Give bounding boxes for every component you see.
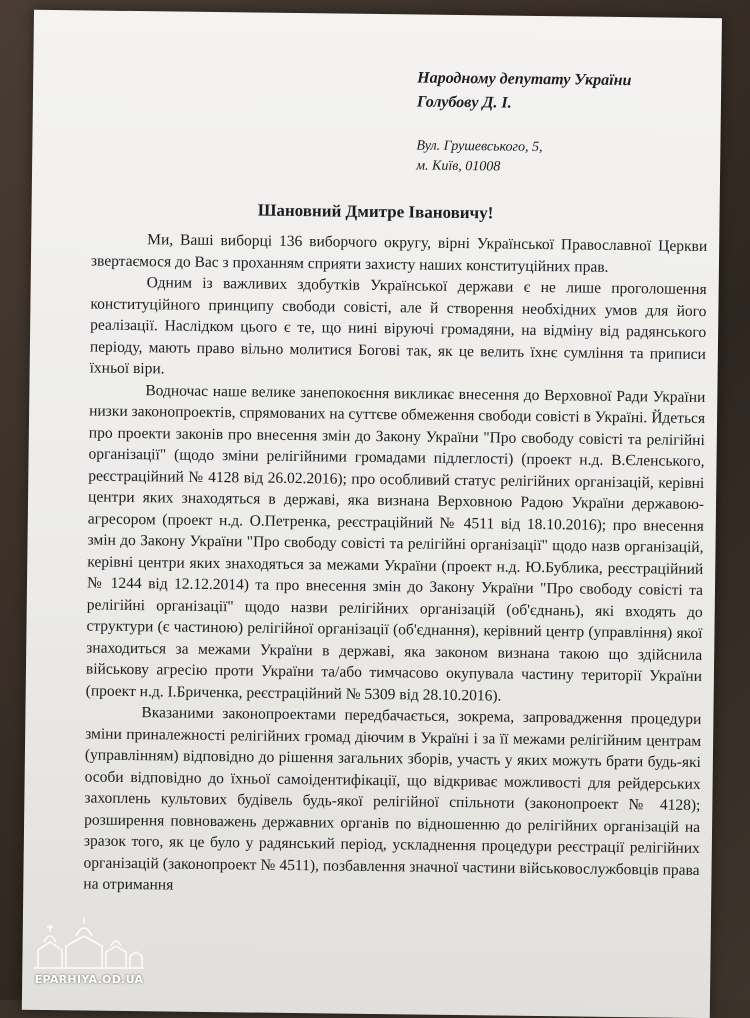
address-street: Вул. Грушевського, 5,	[416, 138, 543, 156]
letter-body	[83, 229, 707, 903]
paragraph-provisions: Вказаними законопроектами передбачається, зокрема, запровадження процедури зміни приналежності релігійних громад діючим в Україні і за її межами релігійним центрам (управлінням) відповідно до рішення загальних зборів, участь у яких можуть брати будь-які особи відповідно до їхньої самоідентифікації, що відкриває можливості для рейдерських захоплень культових будівель будь-якої релігійної спільноти (законопроект № 4128); розширення повноважень державних органів по відношенню до релігійних організацій на зразок того, як це було у радянський період, ускладнення процедури реєстрації релігійних організацій (законопроект № 4511), позбавлення значної частини військовослужбовців права на отримання	[83, 704, 702, 894]
recipient-name: Голубову Д. І.	[416, 93, 512, 112]
paragraph-concern: Водночас наше велике занепокоєння викликає внесення до Верховної Ради України низки законопроектів, спрямованих на суттєве обмеження свободи совісті в Україні. Йдеться про проекти законів про внесення змін до Закону України "Про свободу совісті та релігійні організації" (щодо зміни релігійними громадами підлеглості) (проект н.д. В.Єленського, реєстраційний № 4128 від 26.02.2016); про особливий статус релігійних організацій, керівні центри яких знаходяться в державі, яка визнана Верховною Радою України державою-агресором (проект н.д. О.Петренка, реєстраційний № 4511 від 18.10.2016); про внесення змін до Закону України "Про свободу совісті та релігійні організації" щодо назв організацій, керівні центри яких знаходяться за межами України (проект н.д. Ю.Бублика, реєстраційний № 1244 від 12.12.2014) та про внесення змін до Закону України "Про свободу совісті та релігійні організації" щодо назви релігійних організацій (об'єднань), які входять до структури (є частиною) релігійної організації (об'єднання), керівний центр (управління) якої знаходиться за межами України в державі, яка законом визнана такою що здійснила військову агресію проти України та/або тимчасово окупувала частину території України (проект н.д. І.Бриченка, реєстраційний № 5309 від 28.10.2016).	[85, 381, 706, 705]
church-icon	[32, 918, 146, 970]
address-block	[416, 136, 696, 179]
recipient-title: Народному депутату України	[417, 69, 632, 90]
letter-sheet	[22, 10, 722, 1018]
salutation: Шановний Дмитре Івановичу!	[257, 200, 494, 223]
paragraph-achievement: Одним із важливих здобутків Української держави є не лише проголошення конституційного принципу свободи совісті, але й створення необхідних умов для його реалізації. Наслідком цього є те, що нині віруючі громадяни, на відміну від радянського періоду, мають право вільно молитися Богові так, як це велить їхнє сумління та приписи їхньої віри.	[89, 274, 707, 378]
watermark	[24, 918, 154, 988]
paragraph-intro: Ми, Ваші виборці 136 виборчого округу, вірні Української Православної Церкви звертаємося до Вас з проханням сприяти захисту наших конституційних прав.	[90, 231, 708, 276]
watermark-text: EPARHIYA.OD.UA	[34, 973, 144, 986]
address-city: м. Київ, 01008	[416, 158, 501, 175]
recipient-block	[417, 66, 718, 118]
